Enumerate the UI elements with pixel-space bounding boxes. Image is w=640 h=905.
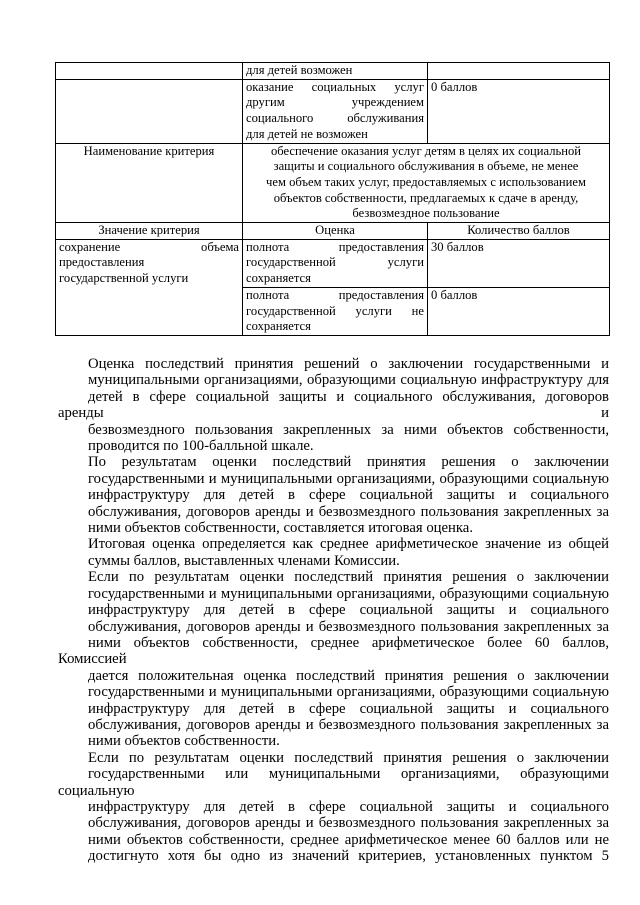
criterion-line: сохранение объема bbox=[59, 239, 239, 254]
criterion-name-line: обеспечение оказания услуг детям в целях их социальной bbox=[270, 143, 582, 158]
text-line: безвозмездного пользования закрепленных за ними объектов собственности, bbox=[88, 421, 609, 438]
criterion-value-cell bbox=[56, 239, 243, 335]
paragraph bbox=[58, 454, 609, 536]
text-line: государственными и муниципальными организациями, образующими социальную bbox=[88, 585, 609, 602]
text-line: обслуживания, договоров аренды и безвозмездного пользования закрепленных за bbox=[88, 503, 609, 520]
score-value: 0 баллов bbox=[431, 79, 478, 94]
score-cell bbox=[428, 79, 610, 143]
score-value: 0 баллов bbox=[431, 287, 478, 302]
score-cell bbox=[428, 239, 610, 287]
criterion-name-line: объектов собственности, предлагаемых к сдаче в аренду, bbox=[273, 190, 579, 205]
table-row bbox=[56, 79, 610, 143]
text-line: ними объектов собственности, составляется итоговая оценка. bbox=[88, 520, 474, 537]
table-row bbox=[56, 239, 610, 287]
rating-line: для детей не возможен bbox=[246, 126, 368, 141]
rating-cell bbox=[243, 239, 428, 287]
rating-line: государственной услуги bbox=[246, 255, 424, 270]
paragraph bbox=[58, 569, 609, 749]
header-rating: Оценка bbox=[243, 223, 428, 240]
text-line: обслуживания, договоров аренды и безвозмездного пользования закрепленных за bbox=[88, 716, 609, 733]
text-line: По результатам оценки последствий принятия решения о заключении bbox=[88, 454, 609, 471]
rating-line: для детей возможен bbox=[246, 63, 353, 77]
body-text bbox=[58, 356, 609, 865]
text-line: ними объектов собственности, среднее арифметическое более 60 баллов, Комиссией bbox=[58, 634, 609, 668]
text-line: Если по результатам оценки последствий принятия решения о заключении bbox=[88, 749, 609, 766]
criterion-name-label: Наименование критерия bbox=[56, 143, 243, 223]
text-line: Если по результатам оценки последствий принятия решения о заключении bbox=[88, 569, 609, 586]
rating-line: социального обслуживания bbox=[246, 111, 424, 126]
header-value: Значение критерия bbox=[56, 223, 243, 240]
text-line: дается положительная оценка последствий принятия решения о заключении bbox=[88, 667, 609, 684]
rating-line: сохраняется bbox=[246, 271, 311, 286]
rating-line: оказание социальных услуг bbox=[246, 79, 424, 94]
criteria-table bbox=[55, 62, 610, 336]
table-row bbox=[56, 143, 610, 223]
paragraph bbox=[58, 536, 609, 569]
rating-cell bbox=[243, 63, 428, 80]
score-cell bbox=[428, 287, 610, 335]
paragraph bbox=[58, 750, 609, 865]
text-line: инфраструктуру для детей в сфере социальной защиты и социального bbox=[88, 602, 609, 619]
score-cell bbox=[428, 63, 610, 80]
score-value: 30 баллов bbox=[431, 239, 484, 254]
criterion-name-line: защиты и социального обслуживания в объеме, не менее bbox=[273, 159, 579, 174]
criterion-cell bbox=[56, 63, 243, 80]
text-line: ними объектов собственности. bbox=[88, 733, 280, 750]
rating-line: государственной услуги не bbox=[246, 303, 424, 318]
text-line: государственными и муниципальными организациями, образующими социальную bbox=[88, 684, 609, 701]
criterion-cell bbox=[56, 79, 243, 143]
rating-cell bbox=[243, 287, 428, 335]
rating-line: сохраняется bbox=[246, 319, 311, 334]
criterion-name-line: безвозмездное пользование bbox=[352, 206, 500, 221]
rating-line: полнота предоставления bbox=[246, 287, 424, 302]
table-row bbox=[56, 63, 610, 80]
criterion-name-value bbox=[243, 143, 610, 223]
criterion-line: предоставления bbox=[59, 255, 145, 270]
rating-line: полнота предоставления bbox=[246, 239, 424, 254]
text-line: государственными и муниципальными организациями, образующими социальную bbox=[88, 470, 609, 487]
rating-line: другим учреждением bbox=[246, 95, 424, 110]
text-line: инфраструктуру для детей в сфере социальной защиты и социального bbox=[88, 487, 609, 504]
criterion-line: государственной услуги bbox=[59, 271, 189, 286]
text-line: муниципальными организациями, образующими социальную инфраструктуру для bbox=[88, 372, 609, 389]
text-line: достигнуто хотя бы одно из значений критериев, установленных пунктом 5 bbox=[88, 848, 609, 865]
rating-cell bbox=[243, 79, 428, 143]
text-line: обслуживания, договоров аренды и безвозмездного пользования закрепленных за bbox=[88, 618, 609, 635]
table-header-row bbox=[56, 223, 610, 240]
text-line: обслуживания, договоров аренды и безвозмездного пользования закрепленных за bbox=[88, 815, 609, 832]
text-line: Оценка последствий принятия решений о заключении государственными и bbox=[88, 356, 609, 372]
text-line: суммы баллов, выставленных членами Комиссии. bbox=[88, 552, 400, 569]
text-line: инфраструктуру для детей в сфере социальной защиты и социального bbox=[88, 798, 609, 815]
text-line: ними объектов собственности, среднее арифметическое менее 60 баллов или не bbox=[88, 831, 609, 848]
text-line: проводится по 100-балльной шкале. bbox=[88, 438, 314, 455]
header-score: Количество баллов bbox=[428, 223, 610, 240]
text-line: Итоговая оценка определяется как среднее арифметическое значение из общей bbox=[88, 536, 609, 553]
text-line: инфраструктуру для детей в сфере социальной защиты и социального bbox=[88, 700, 609, 717]
paragraph bbox=[58, 356, 609, 454]
text-line: государственными или муниципальными организациями, образующими социальную bbox=[58, 766, 609, 799]
criterion-name-line: чем объем таких услуг, предоставляемых с использованием bbox=[266, 174, 586, 189]
text-line: детей в сфере социальной защиты и социального обслуживания, договоров аренды и bbox=[58, 388, 609, 422]
